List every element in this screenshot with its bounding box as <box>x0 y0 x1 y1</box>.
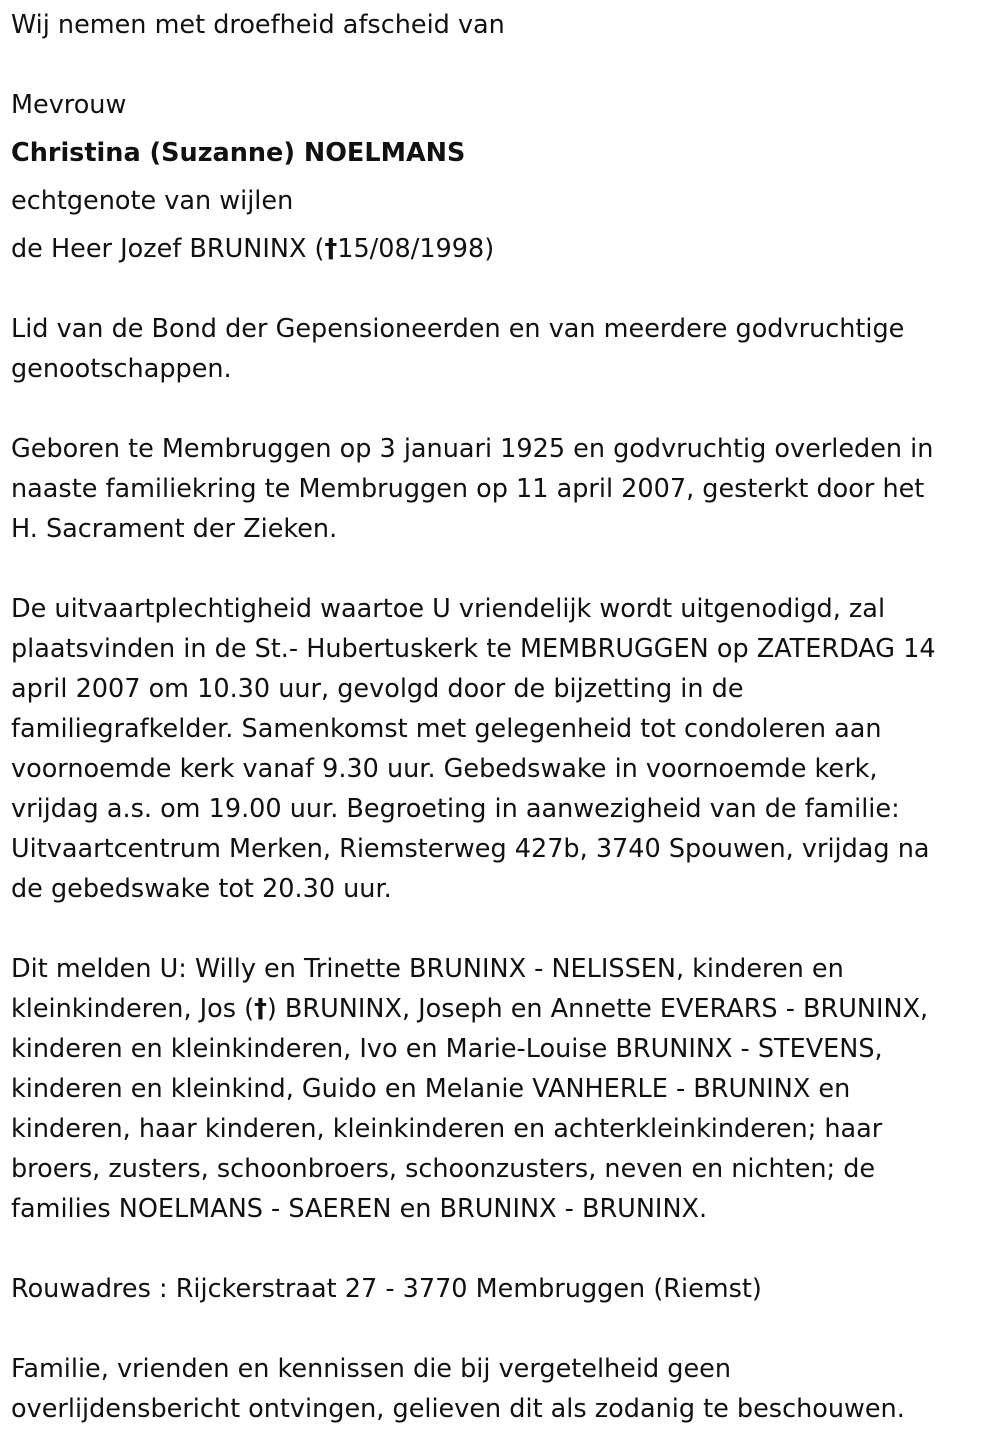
spacer <box>11 45 980 85</box>
spacer <box>11 221 980 229</box>
family-line: Dit melden U: Willy en Trinette BRUNINX - NELISSEN, kinderen en <box>11 954 844 984</box>
family-line: kinderen en kleinkinderen, Ivo en Marie-Louise BRUNINX - STEVENS, <box>11 1034 883 1064</box>
ceremony-line: vrijdag a.s. om 19.00 uur. Begroeting in aanwezigheid van de familie: <box>11 794 900 824</box>
ceremony-paragraph <box>11 589 980 909</box>
birth-death-line: H. Sacrament der Zieken. <box>11 514 338 544</box>
family-line: kinderen, haar kinderen, kleinkinderen en achterkleinkinderen; haar <box>11 1114 883 1144</box>
spacer <box>11 389 980 429</box>
family-text: kleinkinderen, Jos ( <box>11 994 255 1024</box>
intro-text: Wij nemen met droefheid afscheid van <box>11 10 505 40</box>
family-line <box>11 989 980 1029</box>
mourning-address: Rouwadres : Rijckerstraat 27 - 3770 Membruggen (Riemst) <box>11 1274 762 1304</box>
spouse-line <box>11 229 980 269</box>
closing-paragraph <box>11 1349 980 1429</box>
closing-line: Familie, vrienden en kennissen die bij vergetelheid geen <box>11 1354 731 1384</box>
birth-death-paragraph <box>11 429 980 549</box>
spacer <box>11 909 980 949</box>
spacer <box>11 549 980 589</box>
birth-death-line: naaste familiekring te Membruggen op 11 april 2007, gesterkt door het <box>11 474 925 504</box>
cross-icon: † <box>324 234 338 264</box>
ceremony-line: plaatsvinden in de St.- Hubertuskerk te MEMBRUGGEN op ZATERDAG 14 <box>11 634 936 664</box>
ceremony-line: Uitvaartcentrum Merken, Riemsterweg 427b, 3740 Spouwen, vrijdag na <box>11 834 930 864</box>
spouse-relation: echtgenote van wijlen <box>11 186 294 216</box>
family-line: broers, zusters, schoonbroers, schoonzusters, neven en nichten; de <box>11 1154 876 1184</box>
spouse-prefix: de Heer Jozef BRUNINX ( <box>11 234 325 264</box>
spouse-date: 15/08/1998) <box>337 234 495 264</box>
cross-icon: † <box>254 994 267 1024</box>
family-paragraph <box>11 949 980 1229</box>
spacer <box>11 1309 980 1349</box>
deceased-name: Christina (Suzanne) NOELMANS <box>11 138 466 168</box>
ceremony-line: april 2007 om 10.30 uur, gevolgd door de bijzetting in de <box>11 674 744 704</box>
family-text: ) BRUNINX, Joseph en Annette EVERARS - BRUNINX, <box>266 994 929 1024</box>
ceremony-line: De uitvaartplechtigheid waartoe U vriendelijk wordt uitgenodigd, zal <box>11 594 886 624</box>
spacer <box>11 125 980 133</box>
birth-death-line: Geboren te Membruggen op 3 januari 1925 en godvruchtig overleden in <box>11 434 934 464</box>
membership-text: Lid van de Bond der Gepensioneerden en van meerdere godvruchtige genootschappen. <box>11 314 905 384</box>
ceremony-line: familiegrafkelder. Samenkomst met gelegenheid tot condoleren aan <box>11 714 882 744</box>
title-text: Mevrouw <box>11 90 127 120</box>
spacer <box>11 1229 980 1269</box>
spacer <box>11 269 980 309</box>
ceremony-line: de gebedswake tot 20.30 uur. <box>11 874 392 904</box>
family-line: families NOELMANS - SAEREN en BRUNINX - BRUNINX. <box>11 1194 708 1224</box>
spacer <box>11 173 980 181</box>
ceremony-line: voornoemde kerk vanaf 9.30 uur. Gebedswake in voornoemde kerk, <box>11 754 878 784</box>
family-line: kinderen en kleinkind, Guido en Melanie VANHERLE - BRUNINX en <box>11 1074 851 1104</box>
closing-line: overlijdensbericht ontvingen, gelieven dit als zodanig te beschouwen. <box>11 1394 905 1424</box>
